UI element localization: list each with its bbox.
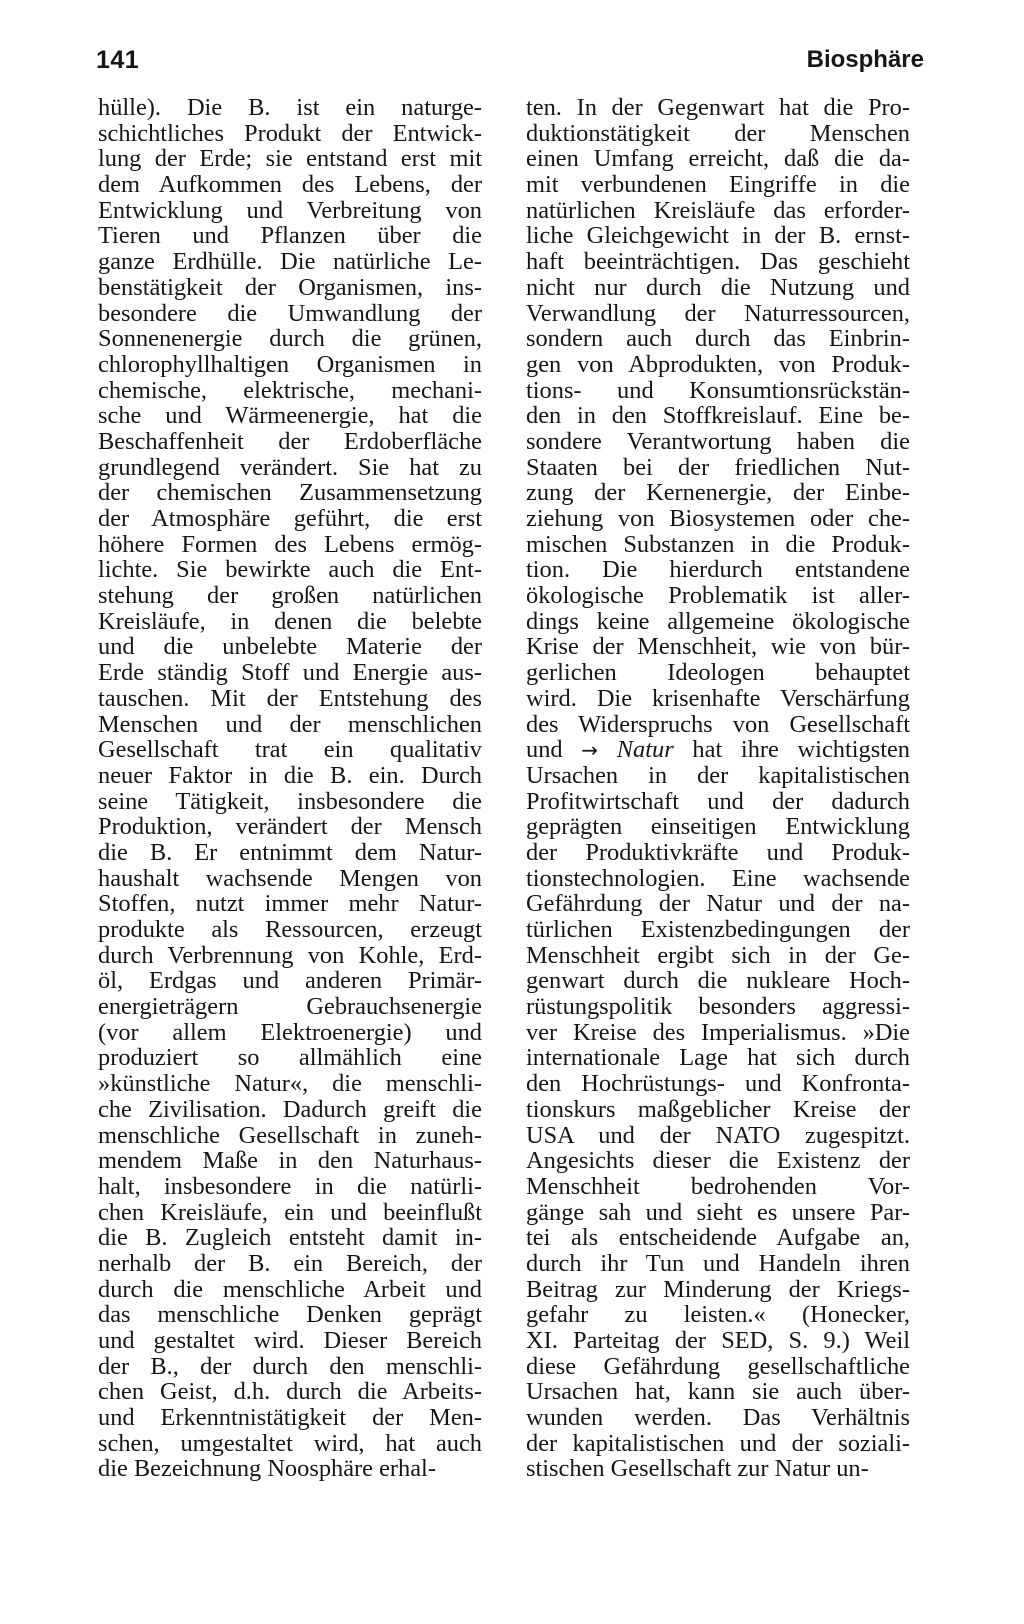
text-line: öl, Erdgas und anderen Primär- <box>98 967 482 995</box>
right-text-column <box>526 95 910 1482</box>
text-line: geprägten einseitigen Entwicklung <box>526 813 910 841</box>
text-line: nicht nur durch die Nutzung und <box>526 273 910 301</box>
text-line: XI. Parteitag der SED, S. 9.) Weil <box>526 1327 910 1354</box>
text-line: rüstungspolitik besonders aggressi- <box>526 993 910 1021</box>
text-line: dings keine allgemeine ökologische <box>526 607 910 635</box>
text-line: haft beeinträchtigen. Das geschieht <box>526 248 910 276</box>
text-line: die B. Zugleich entsteht damit in- <box>98 1224 482 1252</box>
text-line: grundlegend verändert. Sie hat zu <box>98 453 482 481</box>
text-line: gen von Abprodukten, von Produk- <box>526 350 910 378</box>
text-line: schen, umgestaltet wird, hat auch <box>98 1429 482 1457</box>
text-line: Menschheit ergibt sich in der Ge- <box>526 941 910 969</box>
text-line: der chemischen Zusammensetzung <box>98 479 482 507</box>
page-number: 141 <box>96 46 140 74</box>
text-line: sche und Wärmeenergie, hat die <box>98 402 482 430</box>
left-text-column <box>98 95 482 1482</box>
text-line: mendem Maße in den Naturhaus- <box>98 1147 482 1175</box>
text-line: Beschaffenheit der Erdoberfläche <box>98 427 482 455</box>
text-line: Kreisläufe, in denen die belebte <box>98 607 482 635</box>
text-line: »künstliche Natur«, die menschli- <box>98 1070 482 1098</box>
text-line: tauschen. Mit der Entstehung des <box>98 684 482 712</box>
text-line: durch ihr Tun und Handeln ihren <box>526 1249 910 1277</box>
text-line: Gefährdung der Natur und der na- <box>526 890 910 918</box>
text-line: der Atmosphäre geführt, die erst <box>98 505 482 532</box>
text-line: des Widerspruchs von Gesellschaft <box>526 710 910 738</box>
text-line: produkte als Ressourcen, erzeugt <box>98 916 482 943</box>
text-line: stischen Gesellschaft zur Natur un- <box>526 1455 869 1483</box>
text-line: hülle). Die B. ist ein naturge- <box>98 94 482 121</box>
text-line: wunden werden. Das Verhältnis <box>526 1404 910 1432</box>
text-line: der Produktivkräfte und Produk- <box>526 838 910 866</box>
running-head: Biosphäre <box>806 46 924 73</box>
text-line: zung der Kernenergie, der Einbe- <box>526 479 910 507</box>
text-line: höhere Formen des Lebens ermög- <box>98 530 482 558</box>
text-line: Krise der Menschheit, wie von bür- <box>526 633 910 661</box>
text-line: USA und der NATO zugespitzt. <box>526 1121 910 1149</box>
text-line: genwart durch die nukleare Hoch- <box>526 967 910 995</box>
text-line: ganze Erdhülle. Die natürliche Le- <box>98 248 482 276</box>
text-line: Ursachen in der kapitalistischen <box>526 761 910 789</box>
text-line: durch Verbrennung von Kohle, Erd- <box>98 941 482 969</box>
text-line: stehung der großen natürlichen <box>98 582 482 610</box>
text-line: Beitrag zur Minderung der Kriegs- <box>526 1275 910 1303</box>
text-line: liche Gleichgewicht in der B. ernst- <box>526 222 910 250</box>
text-line: tions- und Konsumtionsrückstän- <box>526 376 910 404</box>
text-line: nerhalb der B. ein Bereich, der <box>98 1249 482 1277</box>
text-line: (vor allem Elektroenergie) und <box>98 1018 482 1046</box>
text-line: Menschheit bedrohenden Vor- <box>526 1172 910 1200</box>
text-line: Angesichts dieser die Existenz der <box>526 1147 910 1175</box>
text-line: produziert so allmählich eine <box>98 1044 482 1072</box>
text-line: dem Aufkommen des Lebens, der <box>98 171 482 199</box>
text-line: die Bezeichnung Noosphäre erhal- <box>98 1455 436 1483</box>
text-line: mischen Substanzen in die Produk- <box>526 530 910 558</box>
text-line: Verwandlung der Naturressourcen, <box>526 299 910 327</box>
text-line: türlichen Existenzbedingungen der <box>526 916 910 943</box>
text-line: Profitwirtschaft und der dadurch <box>526 787 910 815</box>
text-line: Sonnenenergie durch die grünen, <box>98 325 482 353</box>
text-line: gerlichen Ideologen behauptet <box>526 659 910 687</box>
text-line: einen Umfang erreicht, daß die da- <box>526 145 910 173</box>
text-segment: hat ihre wichtigsten <box>673 736 910 764</box>
text-line: natürlichen Kreisläufe das erforder- <box>526 196 910 224</box>
text-line: das menschliche Denken geprägt <box>98 1301 482 1329</box>
text-line: chemische, elektrische, mechani- <box>98 376 482 404</box>
text-line: ten. In der Gegenwart hat die Pro- <box>526 94 910 121</box>
text-line: und Erkenntnistätigkeit der Men- <box>98 1404 482 1432</box>
text-line: Staaten bei der friedlichen Nut- <box>526 453 910 481</box>
text-line: durch die menschliche Arbeit und <box>98 1275 482 1303</box>
text-line: tionskurs maßgeblicher Kreise der <box>526 1095 910 1123</box>
text-line: schichtliches Produkt der Entwick- <box>98 119 482 147</box>
text-line: Entwicklung und Verbreitung von <box>98 196 482 224</box>
text-line: den Hochrüstungs- und Konfronta- <box>526 1070 910 1098</box>
text-line: tion. Die hierdurch entstandene <box>526 556 910 584</box>
text-line: seine Tätigkeit, insbesondere die <box>98 787 482 815</box>
text-line: und gestaltet wird. Dieser Bereich <box>98 1327 482 1354</box>
text-line: Tieren und Pflanzen über die <box>98 222 482 250</box>
text-line: neuer Faktor in die B. ein. Durch <box>98 761 482 789</box>
text-line: Produktion, verändert der Mensch <box>98 813 482 841</box>
text-line: besondere die Umwandlung der <box>98 299 482 327</box>
text-line: chen Kreisläufe, ein und beeinflußt <box>98 1198 482 1226</box>
text-line: ökologische Problematik ist aller- <box>526 582 910 610</box>
text-line: wird. Die krisenhafte Verschärfung <box>526 684 910 712</box>
text-line: tei als entscheidende Aufgabe an, <box>526 1224 910 1252</box>
text-line: Erde ständig Stoff und Energie aus- <box>98 659 482 687</box>
text-line: der B., der durch den menschli- <box>98 1352 482 1380</box>
text-line: Ursachen hat, kann sie auch über- <box>526 1378 910 1406</box>
text-line: ver Kreise des Imperialismus. »Die <box>526 1018 910 1046</box>
text-line: haushalt wachsende Mengen von <box>98 864 482 892</box>
text-line: che Zivilisation. Dadurch greift die <box>98 1095 482 1123</box>
text-line: diese Gefährdung gesellschaftliche <box>526 1352 910 1380</box>
text-line: lichte. Sie bewirkte auch die Ent- <box>98 556 482 584</box>
text-segment: und <box>526 736 582 764</box>
text-line: tionstechnologien. Eine wachsende <box>526 864 910 892</box>
text-line: gefahr zu leisten.« (Honecker, <box>526 1301 910 1329</box>
text-line: den in den Stoffkreislauf. Eine be- <box>526 402 910 430</box>
text-line: Menschen und der menschlichen <box>98 710 482 738</box>
arrow-right-icon: → <box>581 738 599 763</box>
text-line: mit verbundenen Eingriffe in die <box>526 171 910 199</box>
text-line: der kapitalistischen und der soziali- <box>526 1429 910 1457</box>
cross-reference-link[interactable]: Natur <box>616 736 674 764</box>
text-line: internationale Lage hat sich durch <box>526 1044 910 1072</box>
text-line: lung der Erde; sie entstand erst mit <box>98 145 482 173</box>
text-line: und die unbelebte Materie der <box>98 633 482 661</box>
text-line: ziehung von Biosystemen oder che- <box>526 505 910 532</box>
text-line: menschliche Gesellschaft in zuneh- <box>98 1121 482 1149</box>
text-line: chen Geist, d.h. durch die Arbeits- <box>98 1378 482 1406</box>
text-line: sondere Verantwortung haben die <box>526 427 910 455</box>
text-line: duktionstätigkeit der Menschen <box>526 119 910 147</box>
text-line: chlorophyllhaltigen Organismen in <box>98 350 482 378</box>
text-line: benstätigkeit der Organismen, ins- <box>98 273 482 301</box>
text-line: die B. Er entnimmt dem Natur- <box>98 838 482 866</box>
text-line: gänge sah und sieht es unsere Par- <box>526 1198 910 1226</box>
text-line: energieträgern Gebrauchsenergie <box>98 993 482 1021</box>
text-line: Gesellschaft trat ein qualitativ <box>98 736 482 764</box>
text-line <box>526 737 910 763</box>
text-line: Stoffen, nutzt immer mehr Natur- <box>98 890 482 918</box>
text-line: halt, insbesondere in die natürli- <box>98 1172 482 1200</box>
page-header <box>96 46 924 80</box>
text-line: sondern auch durch das Einbrin- <box>526 325 910 353</box>
